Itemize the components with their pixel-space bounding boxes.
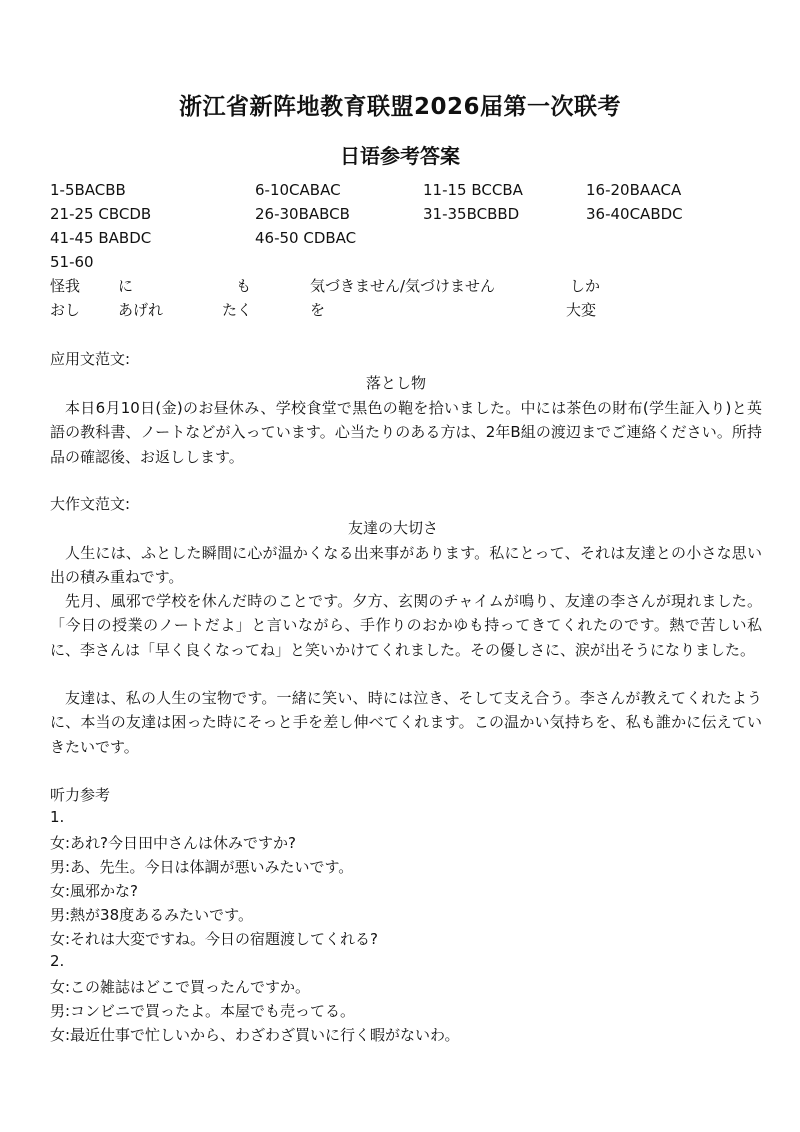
fill-answer-58: たく bbox=[222, 301, 253, 319]
answer-range-1-5: 1-5BACBB bbox=[50, 181, 126, 199]
dialogue-line: 女:あれ?今日田中さんは休みですか? bbox=[50, 834, 296, 852]
fill-answer-52: に bbox=[118, 277, 134, 295]
answer-range-21-25: 21-25 CBCDB bbox=[50, 205, 152, 223]
document-subtitle: 日语参考答案 bbox=[340, 144, 460, 168]
essay-title: 友達の大切さ bbox=[348, 519, 439, 537]
answer-range-16-20: 16-20BAACA bbox=[586, 181, 682, 199]
answer-range-11-15: 11-15 BCCBA bbox=[423, 181, 523, 199]
fill-answer-56: おし bbox=[50, 301, 81, 319]
document-title: 浙江省新阵地教育联盟2026届第一次联考 bbox=[178, 94, 621, 120]
essay-heading: 大作文范文: bbox=[50, 495, 131, 513]
essay-paragraph-2: 先月、風邪で学校を休んだ時のことです。夕方、玄関のチャイムが鳴り、友達の李さんが現れました。「今日の授業のノートだよ」と言いながら、手作りのおかゆも持ってきてくれたのです。熱で苦しい私に、李さんは「早く良くなってね」と笑いかけてくれました。その優しさに、涙が出そうになりました。 bbox=[50, 592, 762, 659]
fill-answer-55: しか bbox=[570, 277, 601, 295]
essay-paragraph-3: 友達は、私の人生の宝物です。一緒に笑い、時には泣き、そして支え合う。李さんが教えてくれたように、本当の友達は困った時にそっと手を差し伸べてくれます。この温かい気持ちを、私も誰かに伝えていきたいです。 bbox=[50, 689, 762, 756]
fill-answer-54: 気づきません/気づけません bbox=[310, 277, 496, 295]
dialogue-line: 男:コンビニで買ったよ。本屋でも売ってる。 bbox=[50, 1002, 356, 1020]
dialogue-line: 男:熱が38度あるみたいです。 bbox=[50, 906, 253, 924]
applied-writing-paragraph: 本日6月10日(金)のお昼休み、学校食堂で黒色の鞄を拾いました。中には茶色の財布(学生証入り)と英語の教科書、ノートなどが入っています。心当たりのある方は、2年B組の渡辺までご連絡ください。所持品の確認後、お返しします。 bbox=[50, 399, 762, 466]
answer-range-46-50: 46-50 CDBAC bbox=[255, 229, 357, 247]
applied-writing-title: 落とし物 bbox=[366, 374, 427, 392]
answer-range-6-10: 6-10CABAC bbox=[255, 181, 341, 199]
dialogue-line: 男:あ、先生。今日は体調が悪いみたいです。 bbox=[50, 858, 354, 876]
fill-answer-59: を bbox=[310, 301, 326, 319]
answer-range-41-45: 41-45 BABDC bbox=[50, 229, 152, 247]
answer-range-31-35: 31-35BCBBD bbox=[423, 205, 520, 223]
dialogue-line: 女:この雑誌はどこで買ったんですか。 bbox=[50, 978, 311, 996]
applied-writing-heading: 应用文范文: bbox=[50, 350, 131, 368]
dialogue-line: 女:それは大変ですね。今日の宿題渡してくれる? bbox=[50, 930, 379, 948]
fill-answer-53: も bbox=[236, 277, 252, 295]
fill-answer-51: 怪我 bbox=[50, 277, 81, 295]
answer-range-36-40: 36-40CABDC bbox=[586, 205, 683, 223]
listening-heading: 听力参考 bbox=[50, 786, 111, 804]
listening-item-number: 2. bbox=[50, 952, 65, 970]
answer-range-26-30: 26-30BABCB bbox=[255, 205, 350, 223]
fill-answer-57: あげれ bbox=[118, 301, 164, 319]
listening-item-number: 1. bbox=[50, 808, 65, 826]
answer-label-51-60: 51-60 bbox=[50, 253, 94, 271]
fill-answer-60: 大変 bbox=[566, 301, 597, 319]
dialogue-line: 女:最近仕事で忙しいから、わざわざ買いに行く暇がないわ。 bbox=[50, 1026, 460, 1044]
dialogue-line: 女:風邪かな? bbox=[50, 882, 139, 900]
essay-paragraph-1: 人生には、ふとした瞬間に心が温かくなる出来事があります。私にとって、それは友達との小さな思い出の積み重ねです。 bbox=[50, 544, 762, 587]
